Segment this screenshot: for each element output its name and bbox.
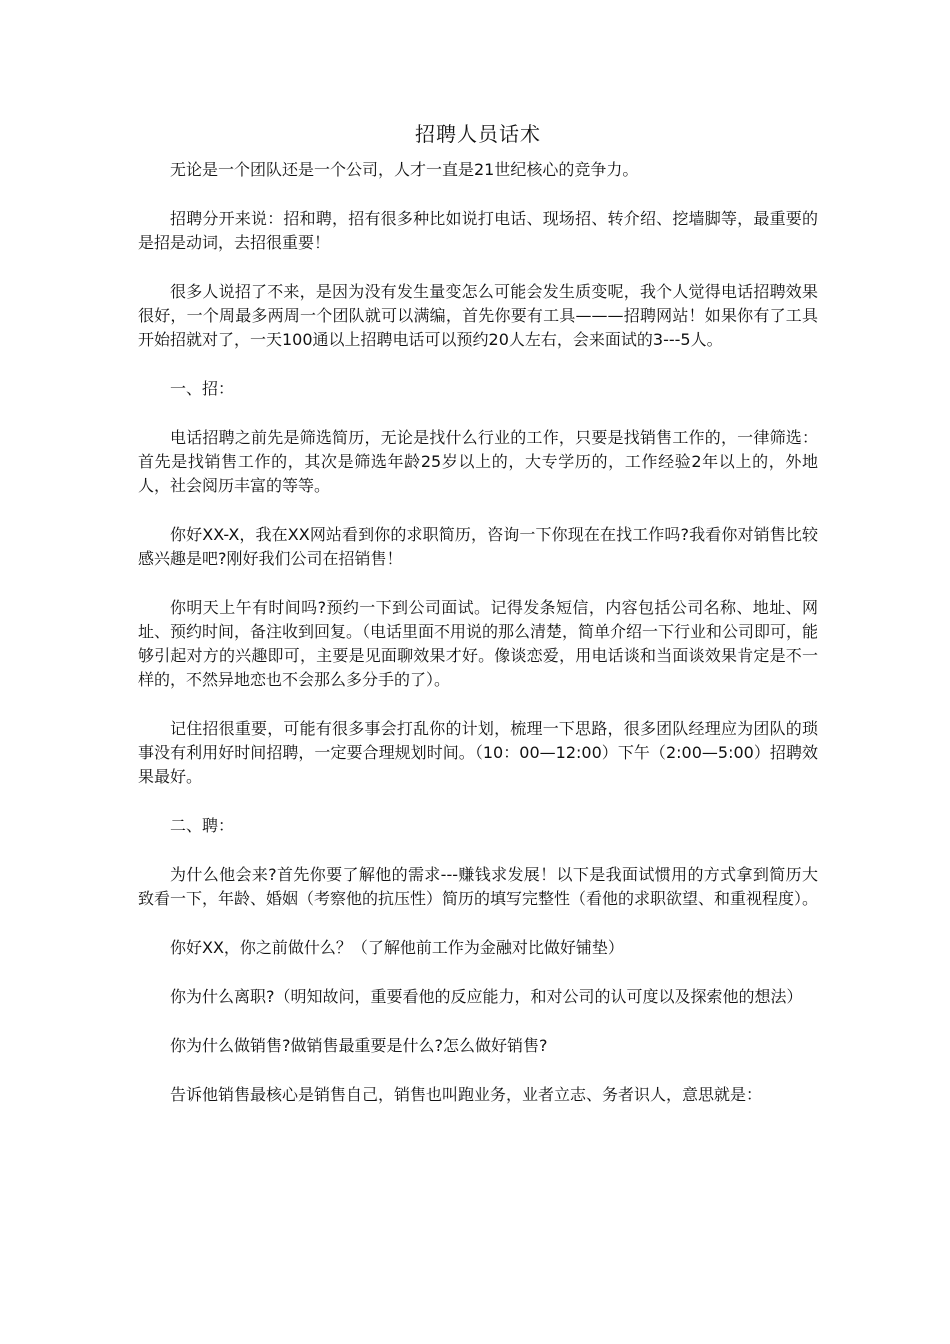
paragraph-needs: 为什么他会来?首先你要了解他的需求---赚钱求发展！以下是我面试惯用的方式拿到简历大致看一下，年龄、婚姻（考察他的抗压性）简历的填写完整性（看他的求职欲望、和重视程度）。 [138,865,819,908]
section-heading-hire: 二、聘： [170,816,235,835]
paragraph-question-previous-job: 你好XX，你之前做什么？（了解他前工作为金融对比做好铺垫） [170,938,624,957]
section-heading-recruit: 一、招： [170,379,235,398]
paragraph-screening: 电话招聘之前先是筛选简历，无论是找什么行业的工作，只要是找销售工作的，一律筛选：首先是找销售工作的，其次是筛选年龄25岁以上的，大专学历的，工作经验2年以上的，外地人，社会阅历丰富的等等。 [138,428,818,495]
paragraph-talent: 无论是一个团队还是一个公司，人才一直是21世纪核心的竞争力。 [170,160,639,179]
document-page [138,118,818,1107]
paragraph-phone-script: 你好XX-X，我在XX网站看到你的求职简历，咨询一下你现在在找工作吗?我看你对销售比较感兴趣是吧?刚好我们公司在招销售！ [138,525,818,568]
paragraph-phone-recruiting: 很多人说招了不来，是因为没有发生量变怎么可能会发生质变呢，我个人觉得电话招聘效果很好，一个周最多两周一个团队就可以满编，首先你要有工具———招聘网站！如果你有了工具开始招就对了，一天100通以上招聘电话可以预约20人左右，会来面试的3---5人。 [138,282,818,349]
paragraph-question-leaving: 你为什么离职?（明知故问，重要看他的反应能力，和对公司的认可度以及探索他的想法） [170,987,803,1006]
paragraph-recruit-intro: 招聘分开来说：招和聘，招有很多种比如说打电话、现场招、转介绍、挖墙脚等，最重要的是招是动词，去招很重要！ [138,209,818,252]
paragraph-appointment: 你明天上午有时间吗?预约一下到公司面试。记得发条短信，内容包括公司名称、地址、网址、预约时间，备注收到回复。（电话里面不用说的那么清楚，简单介绍一下行业和公司即可，能够引起对方的兴趣即可，主要是见面聊效果才好。像谈恋爱，用电话谈和当面谈效果肯定是不一样的，不然异地恋也不会那么多分手的了）。 [138,598,819,689]
document-title: 招聘人员话术 [415,122,541,146]
paragraph-time-planning: 记住招很重要，可能有很多事会打乱你的计划，梳理一下思路，很多团队经理应为团队的琐事没有利用好时间招聘，一定要合理规划时间。（10：00—12:00）下午（2:00—5:00）招聘效果最好。 [138,719,818,786]
paragraph-question-sales: 你为什么做销售?做销售最重要是什么?怎么做好销售? [170,1036,548,1055]
paragraph-sales-core: 告诉他销售最核心是销售自己，销售也叫跑业务，业者立志、务者识人，意思就是： [170,1085,763,1104]
